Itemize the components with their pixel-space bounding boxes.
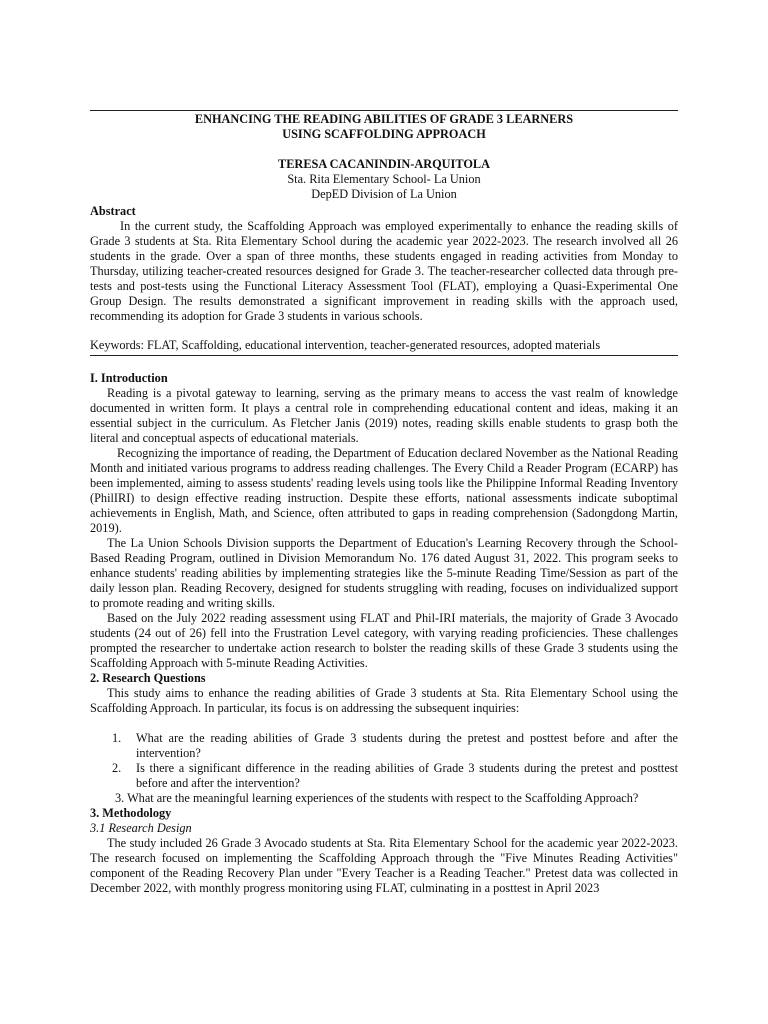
affiliation-school: Sta. Rita Elementary School- La Union	[287, 172, 481, 186]
keywords: Keywords: FLAT, Scaffolding, educational intervention, teacher-generated resources, adopted materials	[90, 338, 601, 352]
introduction-heading: I. Introduction	[90, 371, 168, 385]
abstract-text: In the current study, the Scaffolding Approach was employed experimentally to enhance the reading skills of Grade 3 students at Sta. Rita Elementary School during the academic year 2022-2023. The research involved all 26 students in the grade. Over a span of three months, these students engaged in reading activities from Monday to Thursday, utilizing teacher-created resources designed for Grade 3. The teacher-researcher collected data through pre-tests and post-tests using the Functional Literacy Assessment Tool (FLAT), employing a Quasi-Experimental One Group Design. The results demonstrated a significant improvement in reading skills with the approach used, recommending its adoption for Grade 3 students in various schools.	[90, 219, 678, 323]
methodology-paragraph-1: The study included 26 Grade 3 Avocado students at Sta. Rita Elementary School for the academic year 2022-2023. The research focused on implementing the Scaffolding Approach through the "Five Minutes Reading Activities" component of the Reading Recovery Plan under "Every Teacher is a Reading Teacher." Pretest data was collected in December 2022, with monthly progress monitoring using FLAT, culminating in a posttest in April 2023	[90, 836, 678, 895]
list-item-number: 2.	[112, 761, 122, 775]
intro-paragraph-3: The La Union Schools Division supports the Department of Education's Learning Recovery through the School-Based Reading Program, outlined in Division Memorandum No. 176 dated August 31, 2022. This program seeks to enhance students' reading abilities by implementing strategies like the 5-minute Reading Time/Session as part of the daily lesson plan. Reading Recovery, designed for students struggling with reading, focuses on individualized support to promote reading and writing skills.	[90, 536, 678, 610]
intro-paragraph-4: Based on the July 2022 reading assessment using FLAT and Phil-IRI materials, the majority of Grade 3 Avocado students (24 out of 26) fell into the Frustration Level category, with varying reading proficiencies. These challenges prompted the researcher to undertake action research to bolster the reading skills of these Grade 3 students using the Scaffolding Approach with 5-minute Reading Activities.	[90, 611, 678, 670]
introduction-section	[90, 371, 678, 896]
spacer	[90, 716, 678, 731]
abstract-section	[90, 204, 678, 324]
author-name: TERESA CACANINDIN-ARQUITOLA	[278, 157, 490, 171]
intro-paragraph-1: Reading is a pivotal gateway to learning, serving as the primary means to access the vast realm of knowledge documented in written form. It plays a central role in comprehending educational content and ideas, making it an essential subject in the curriculum. As Fletcher Janis (2019) notes, reading skills enable students to grasp both the literal and conceptual aspects of educational materials.	[90, 386, 678, 445]
top-rule	[90, 110, 678, 111]
paper-title	[90, 112, 678, 142]
section-rule	[90, 355, 678, 356]
affiliation-division: DepED Division of La Union	[311, 187, 457, 201]
intro-paragraph-2: Recognizing the importance of reading, the Department of Education declared November as the National Reading Month and initiated various programs to address reading challenges. The Every Child a Reader Program (ECARP) has been implemented, aiming to assess students' reading levels using tools like the Philippine Informal Reading Inventory (PhilIRI) to design effective reading instruction. Despite these efforts, national assessments indicate suboptimal achievements in English, Math, and Science, often attributed to gaps in reading comprehension (Sadongdong Martin, 2019).	[90, 446, 679, 535]
list-item	[90, 761, 678, 791]
methodology-heading: 3. Methodology	[90, 806, 172, 820]
research-question-3: 3. What are the meaningful learning experiences of the students with respect to the Scaffolding Approach?	[115, 791, 639, 805]
research-questions-intro: This study aims to enhance the reading abilities of Grade 3 students at Sta. Rita Elementary School using the Scaffolding Approach. In particular, its focus is on addressing the subsequent inquiries:	[90, 686, 678, 715]
research-questions-list	[90, 731, 678, 791]
abstract-heading: Abstract	[90, 204, 136, 218]
title-line-2: USING SCAFFOLDING APPROACH	[282, 127, 486, 141]
list-item-text: What are the reading abilities of Grade 3 students during the pretest and posttest before and after the intervention?	[136, 731, 678, 760]
research-questions-heading: 2. Research Questions	[90, 671, 206, 685]
list-item-number: 1.	[112, 731, 122, 745]
list-item	[90, 731, 678, 761]
title-line-1: ENHANCING THE READING ABILITIES OF GRADE 3 LEARNERS	[194, 112, 574, 126]
research-design-subheading: 3.1 Research Design	[90, 821, 192, 835]
list-item-text: Is there a significant difference in the reading abilities of Grade 3 students during the pretest and posttest before and after the intervention?	[136, 761, 678, 790]
